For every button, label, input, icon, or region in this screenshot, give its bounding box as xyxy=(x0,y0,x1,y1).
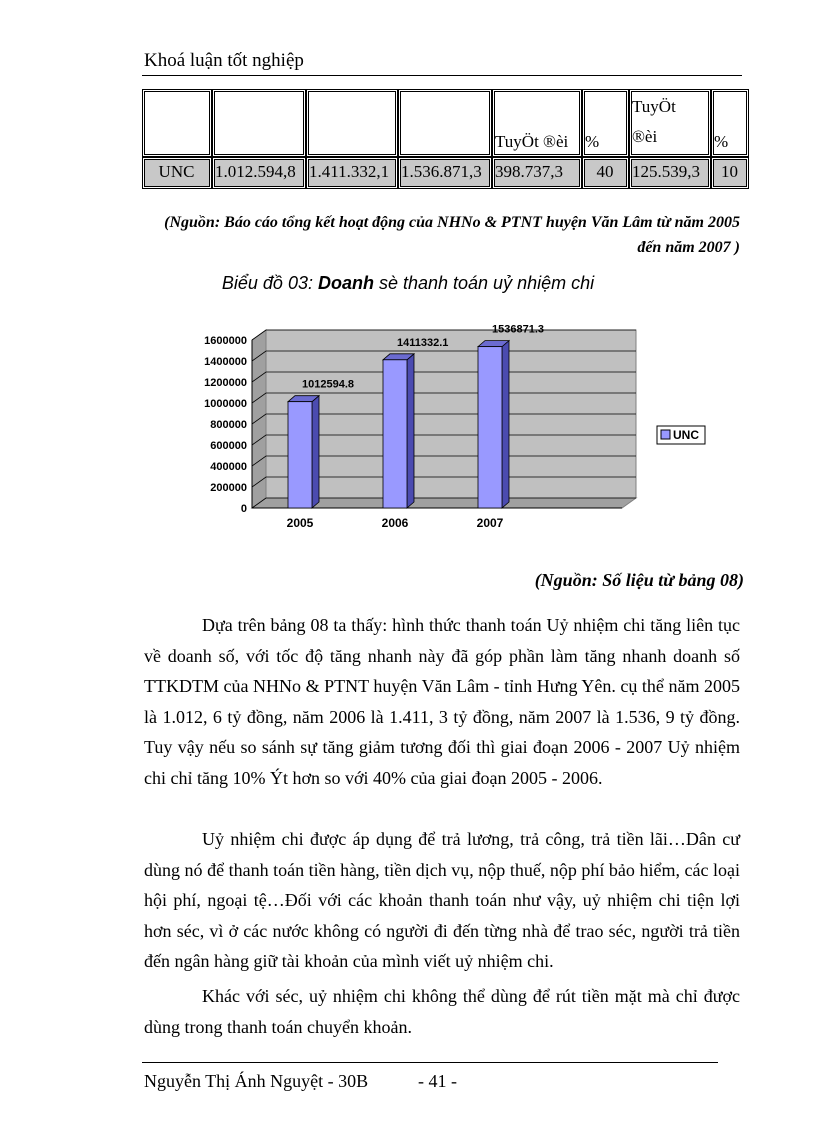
data-label: 1536871.3 xyxy=(492,323,544,336)
legend-swatch xyxy=(661,430,670,439)
legend-label: UNC xyxy=(673,428,699,442)
table-cell: 398.737,3 xyxy=(492,157,582,189)
table-cell: % xyxy=(582,89,629,157)
table-cell: TuyÖt ®èi xyxy=(492,89,582,157)
chart-caption-rest: sè thanh toán uỷ nhiệm chi xyxy=(373,273,595,293)
page-number: - 41 - xyxy=(418,1071,457,1091)
x-tick-label: 2005 xyxy=(286,516,314,530)
table-cell: 10 xyxy=(711,157,749,189)
paragraph-2: Uỷ nhiệm chi được áp dụng để trả lương, trả công, trả tiền lãi…Dân cư dùng nó để thanh toán tiền hàng, tiền dịch vụ, nộp thuế, nộp phí bảo hiểm, các loại hội phí, ngoại tệ…Đối với các khoản thanh toán như vậy, uỷ nhiệm chi tiện lợi hơn séc, vì ở các nước không có người đi đến từng nhà để trao séc, người trả tiền đến ngân hàng giữ tài khoản của mình viết uỷ nhiệm chi. xyxy=(144,829,740,971)
table-cell: 1.536.871,3 xyxy=(398,157,492,189)
bar-side xyxy=(312,396,319,508)
x-tick-label: 2006 xyxy=(381,516,409,530)
bar-2005 xyxy=(288,402,312,508)
page-header-title: Khoá luận tốt nghiệp xyxy=(144,50,304,71)
table-cell xyxy=(212,89,306,157)
y-tick-label: 1200000 xyxy=(204,377,247,389)
x-tick-label: 2007 xyxy=(476,516,504,530)
table-cell: 1.411.332,1 xyxy=(306,157,398,189)
data-table xyxy=(142,89,749,189)
bar-chart xyxy=(190,323,720,540)
table-cell: TuyÖt ®èi xyxy=(629,89,711,157)
bar-side xyxy=(407,354,414,508)
y-tick-label: 1000000 xyxy=(204,398,247,410)
chart-source-note: (Nguồn: Số liệu từ bảng 08) xyxy=(534,570,744,590)
table-cell xyxy=(398,89,492,157)
paragraph-3: Khác với séc, uỷ nhiệm chi không thể dùng để rút tiền mặt mà chỉ được dùng trong thanh toán chuyển khoản. xyxy=(144,986,740,1037)
header-rule xyxy=(142,75,742,76)
data-label: 1012594.8 xyxy=(302,378,354,391)
y-tick-label: 0 xyxy=(240,503,247,515)
y-tick-label: 1600000 xyxy=(204,335,247,347)
table-cell: 1.012.594,8 xyxy=(212,157,306,189)
table-source-line1: (Nguồn: Báo cáo tổng kết hoạt động của NHNo & PTNT huyện Văn Lâm từ năm 2005 xyxy=(164,214,740,231)
table-cell xyxy=(142,89,212,157)
chart-caption-prefix: Biểu đồ 03: xyxy=(221,273,318,293)
table-cell: UNC xyxy=(142,157,212,189)
chart-caption xyxy=(0,273,816,294)
table-header-row xyxy=(142,89,749,157)
table-source-line2: đến năm 2007 ) xyxy=(637,239,740,256)
table-cell: 125.539,3 xyxy=(629,157,711,189)
bar-2006 xyxy=(383,360,407,508)
y-tick-label: 200000 xyxy=(210,482,247,494)
table-cell: % xyxy=(711,89,749,157)
chart-caption-bold: Doanh xyxy=(317,273,374,293)
paragraph-1: Dựa trên bảng 08 ta thấy: hình thức thanh toán Uỷ nhiệm chi tăng liên tục về doanh số, với tốc độ tăng nhanh này đã góp phần làm tăng nhanh doanh số TTKDTM của NHNo & PTNT huyện Văn Lâm - tỉnh Hưng Yên. cụ thể năm 2005 là 1.012, 6 tỷ đồng, năm 2006 là 1.411, 3 tỷ đồng, năm 2007 là 1.536, 9 tỷ đồng. Tuy vậy nếu so sánh sự tăng giảm tương đối thì giai đoạn 2006 - 2007 Uỷ nhiệm chi chỉ tăng 10% Ýt hơn so với 40% của giai đoạn 2005 - 2006. xyxy=(144,615,740,788)
y-tick-label: 600000 xyxy=(210,440,247,452)
footer-rule xyxy=(142,1062,718,1063)
bar-side xyxy=(502,341,509,508)
table-source-note xyxy=(140,210,740,260)
data-label: 1411332.1 xyxy=(397,336,449,349)
y-tick-label: 800000 xyxy=(210,419,247,431)
footer-author: Nguyễn Thị Ánh Nguyệt - 30B xyxy=(144,1071,369,1091)
table-cell xyxy=(306,89,398,157)
table-cell: 40 xyxy=(582,157,629,189)
table-row-unc xyxy=(142,157,749,189)
bar-2007 xyxy=(478,347,502,508)
y-tick-label: 400000 xyxy=(210,461,247,473)
y-tick-label: 1400000 xyxy=(204,356,247,368)
